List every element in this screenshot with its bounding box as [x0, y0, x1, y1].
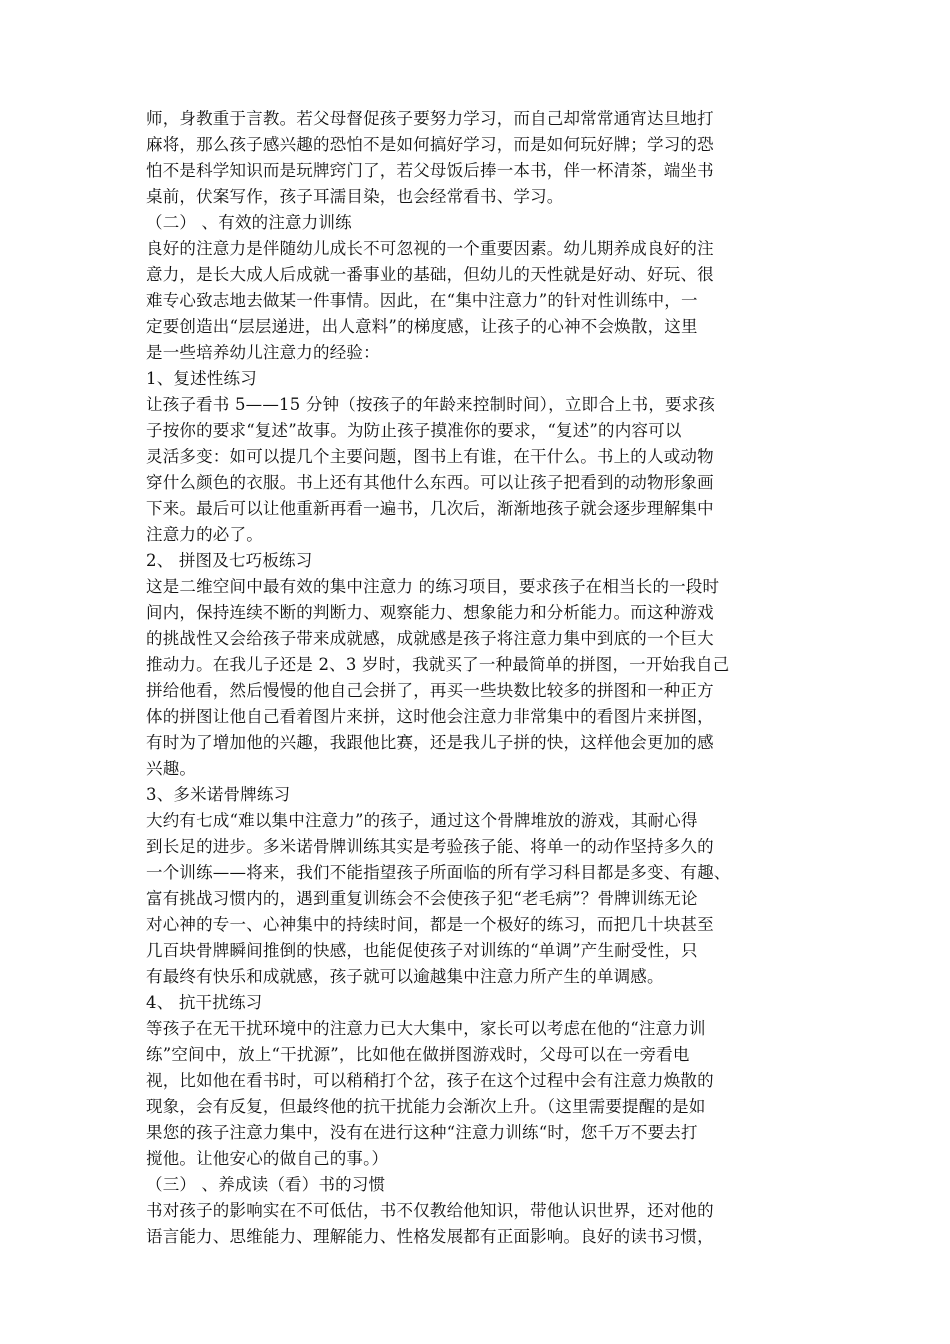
- body-text-line: 有最终有快乐和成就感，孩子就可以逾越集中注意力所产生的单调感。: [146, 967, 664, 986]
- body-text-line: 兴趣。: [146, 759, 197, 778]
- body-text-line: 让孩子看书 5——15 分钟（按孩子的年龄来控制时间），立即合上书，要求孩: [146, 395, 716, 414]
- body-text-line: 练”空间中，放上“干扰源”，比如他在做拼图游戏时，父母可以在一旁看电: [146, 1045, 690, 1064]
- body-text-line: 到长足的进步。多米诺骨牌训练其实是考验孩子能、将单一的动作坚持多久的: [146, 837, 714, 856]
- body-text-line: 有时为了增加他的兴趣，我跟他比赛，还是我儿子拼的快，这样他会更加的感: [146, 733, 714, 752]
- body-text-line: 难专心致志地去做某一件事情。因此，在“集中注意力”的针对性训练中，一: [146, 291, 698, 310]
- body-text-line: 间内，保持连续不断的判断力、观察能力、想象能力和分析能力。而这种游戏: [146, 603, 714, 622]
- body-text-line: 几百块骨牌瞬间推倒的快感，也能促使孩子对训练的“单调”产生耐受性，只: [146, 941, 698, 960]
- body-text-line: 推动力。在我儿子还是 2、3 岁时，我就买了一种最简单的拼图，一开始我自己: [146, 655, 730, 674]
- body-text-line: 下来。最后可以让他重新再看一遍书，几次后，渐渐地孩子就会逐步理解集中: [146, 499, 714, 518]
- body-text-line: 拼给他看，然后慢慢的他自己会拼了，再买一些块数比较多的拼图和一种正方: [146, 681, 714, 700]
- body-text-line: 良好的注意力是伴随幼儿成长不可忽视的一个重要因素。幼儿期养成良好的注: [146, 239, 714, 258]
- body-text-line: 灵活多变：如可以提几个主要问题，图书上有谁，在干什么。书上的人或动物: [146, 447, 714, 466]
- body-text-line: 果您的孩子注意力集中，没有在进行这种“注意力训练“时，您千万不要去打: [146, 1123, 698, 1142]
- body-text-line: 现象，会有反复，但最终他的抗干扰能力会渐次上升。（这里需要提醒的是如: [146, 1097, 706, 1116]
- body-text-line: 对心神的专一、心神集中的持续时间，都是一个极好的练习，而把几十块甚至: [146, 915, 714, 934]
- section-heading: （二） 、有效的注意力训练: [146, 213, 352, 232]
- subsection-heading: 3、多米诺骨牌练习: [146, 785, 291, 804]
- body-text-line: 桌前，伏案写作，孩子耳濡目染，也会经常看书、学习。: [146, 187, 564, 206]
- body-text-line: 的挑战性又会给孩子带来成就感，成就感是孩子将注意力集中到底的一个巨大: [146, 629, 714, 648]
- body-text-line: 书对孩子的影响实在不可低估，书不仅教给他知识，带他认识世界，还对他的: [146, 1201, 714, 1220]
- body-text-line: 意力，是长大成人后成就一番事业的基础，但幼儿的天性就是好动、好玩、很: [146, 265, 714, 284]
- subsection-heading: 4、 抗干扰练习: [146, 993, 263, 1012]
- body-text-line: 是一些培养幼儿注意力的经验：: [146, 343, 380, 362]
- body-text-line: 穿什么颜色的衣服。书上还有其他什么东西。可以让孩子把看到的动物形象画: [146, 473, 714, 492]
- subsection-heading: 2、 拼图及七巧板练习: [146, 551, 313, 570]
- body-text-line: 子按你的要求“复述”故事。为防止孩子摸准你的要求，“复述”的内容可以: [146, 421, 682, 440]
- body-text-line: 这是二维空间中最有效的集中注意力 的练习项目，要求孩子在相当长的一段时: [146, 577, 720, 596]
- body-text-line: 大约有七成“难以集中注意力”的孩子，通过这个骨牌堆放的游戏，其耐心得: [146, 811, 698, 830]
- document-page: [146, 106, 818, 1250]
- body-text-line: 师，身教重于言教。若父母督促孩子要努力学习，而自己却常常通宵达旦地打: [146, 109, 714, 128]
- body-text-line: 富有挑战习惯内的，遇到重复训练会不会使孩子犯“老毛病”？骨牌训练无论: [146, 889, 698, 908]
- body-text-line: 等孩子在无干扰环境中的注意力已大大集中，家长可以考虑在他的“注意力训: [146, 1019, 706, 1038]
- section-heading: 搅他。让他安心的做自己的事。）: [146, 1149, 389, 1168]
- body-text-line: 语言能力、思维能力、理解能力、性格发展都有正面影响。良好的读书习惯，: [146, 1227, 714, 1246]
- body-text-line: 一个训练——将来，我们不能指望孩子所面临的所有学习科目都是多变、有趣、: [146, 863, 731, 882]
- body-text-line: 麻将，那么孩子感兴趣的恐怕不是如何搞好学习，而是如何玩好牌；学习的恐: [146, 135, 714, 154]
- body-text-line: 视，比如他在看书时，可以稍稍打个岔，孩子在这个过程中会有注意力焕散的: [146, 1071, 714, 1090]
- subsection-heading: 1、复述性练习: [146, 369, 257, 388]
- body-text-line: 注意力的必了。: [146, 525, 263, 544]
- body-text-line: 定要创造出“层层递进，出人意料”的梯度感，让孩子的心神不会焕散，这里: [146, 317, 698, 336]
- body-text-line: 体的拼图让他自己看着图片来拼，这时他会注意力非常集中的看图片来拼图，: [146, 707, 714, 726]
- body-text-line: （三） 、养成读（看）书的习惯: [146, 1175, 386, 1194]
- body-text-line: 怕不是科学知识而是玩牌窍门了，若父母饭后捧一本书，伴一杯清茶，端坐书: [146, 161, 714, 180]
